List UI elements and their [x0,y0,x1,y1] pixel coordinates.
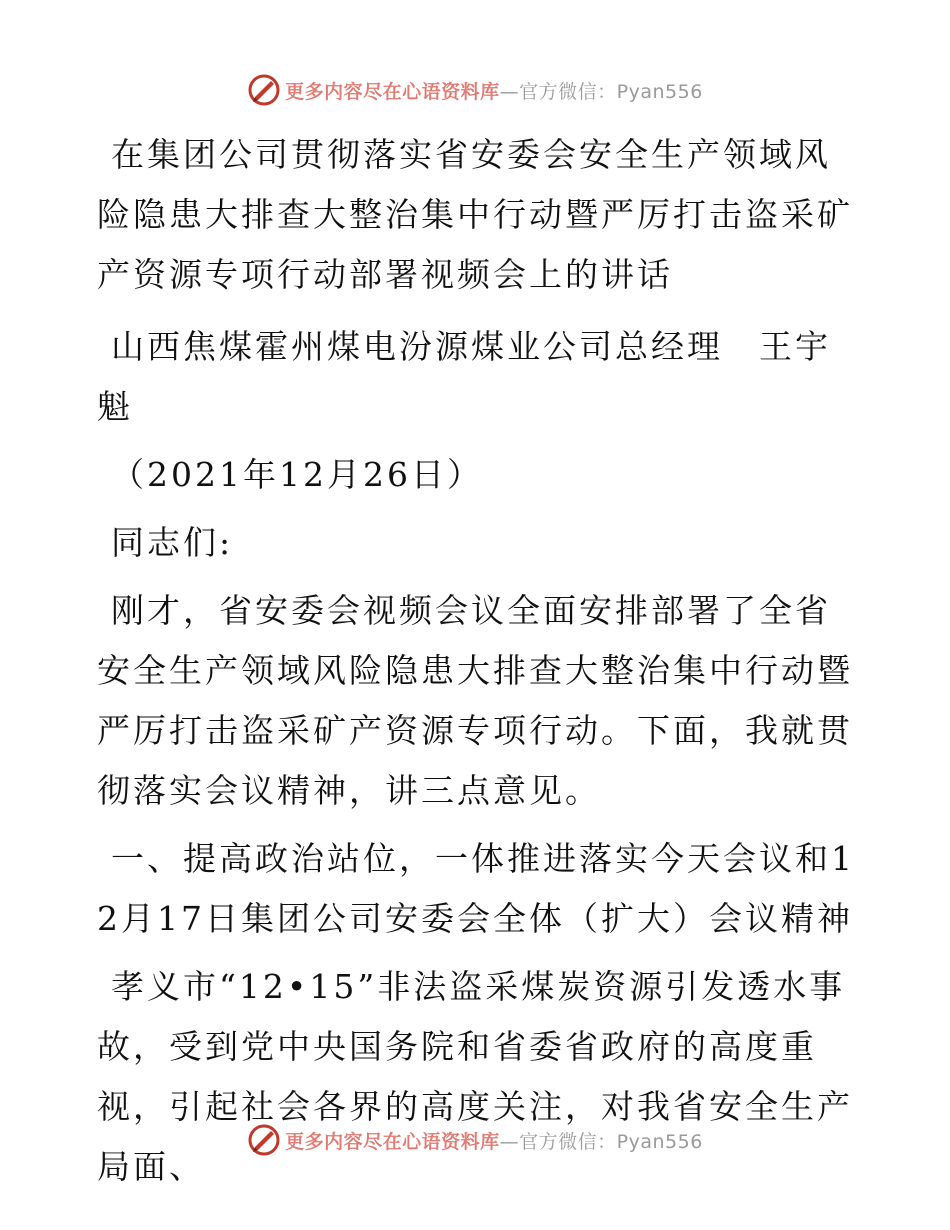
watermark-text: 更多内容尽在心语资料库 [285,1130,500,1153]
paragraph-intro: 刚才，省安委会视频会议全面安排部署了全省安全生产领域风险隐患大排查大整治集中行动暨严厉打击盗采矿产资源专项行动。下面，我就贯彻落实会议精神，讲三点意见。 [97,591,853,810]
section-heading-1: 一、提高政治站位，一体推进落实今天会议和12月17日集团公司安委会全体（扩大）会议精神 [97,839,855,938]
pen-logo-icon [247,1123,281,1157]
watermark-contact: —官方微信：Pyan556 [499,80,703,103]
watermark-contact: —官方微信：Pyan556 [499,1130,703,1153]
salutation: 同志们: [111,523,234,562]
document-date: （2021年12月26日） [111,455,483,494]
pen-logo-icon [247,73,281,107]
document-title: 在集团公司贯彻落实省安委会安全生产领域风险隐患大排查大整治集中行动暨严厉打击盗采矿产资源专项行动部署视频会上的讲话 [97,135,853,294]
watermark-footer [0,1120,950,1160]
watermark-header [0,70,950,110]
watermark-text: 更多内容尽在心语资料库 [285,80,500,103]
document-author: 山西焦煤霍州煤电汾源煤业公司总经理 王宇魁 [97,327,831,426]
document-body [97,125,857,1197]
paragraph-body: 孝义市“12•15”非法盗采煤炭资源引发透水事故，受到党中央国务院和省委省政府的高度重视，引起社会各界的高度关注，对我省安全生产局面、 [97,967,853,1186]
